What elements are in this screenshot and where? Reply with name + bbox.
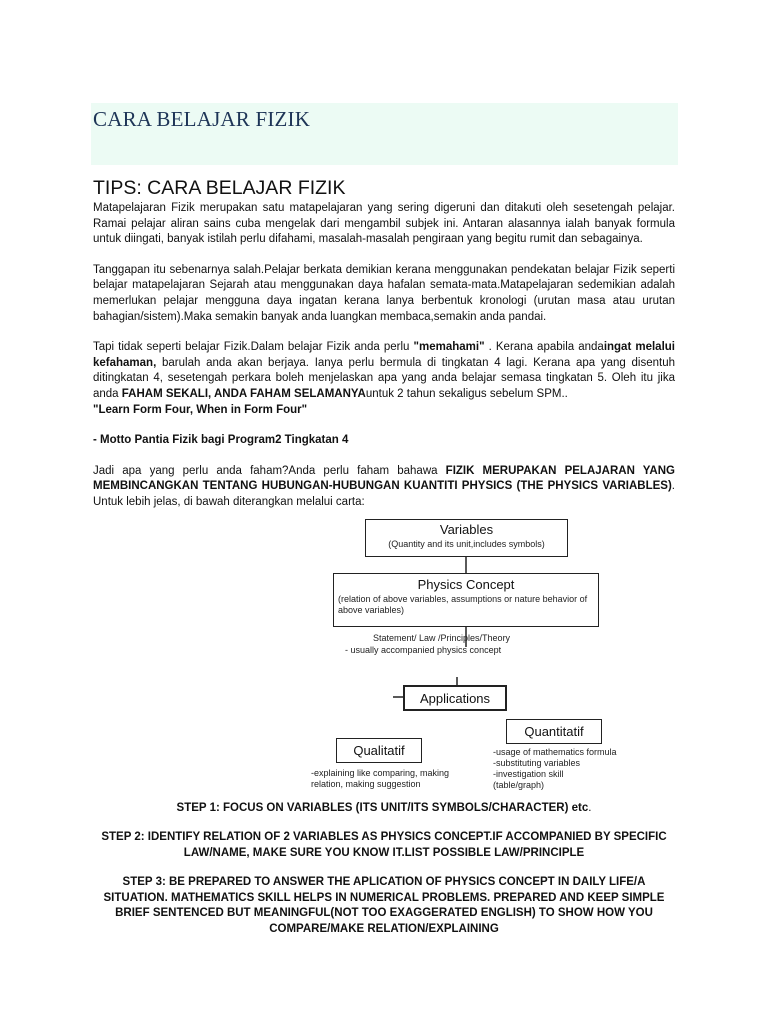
study-steps — [93, 801, 675, 938]
quantitatif-notes-1: -usage of mathematics formula — [493, 746, 617, 757]
paragraph-intro: Matapelajaran Fizik merupakan satu matapelajaran yang sering digeruni dan ditakuti oleh sesetengah pelajar. Ramai pelajar aliran sains cuba mengelak dari mengambil subjek ini. Antaran alasannya ialah banyak formula untuk diingati, banyak istilah perlu difahami, masalah-masalah pengiraan yang begitu rumit dan sebagainya. — [93, 202, 675, 246]
quantitatif-box: Quantitatif — [506, 719, 602, 744]
qualitatif-notes: -explaining like comparing, making relation, making suggestion — [311, 767, 450, 789]
statement-law-label: Statement/ Law /Principles/Theory — [373, 632, 511, 643]
variables-box: Variables (Quantity and its unit,includes symbols) — [365, 519, 568, 557]
title-banner — [91, 103, 678, 165]
applications-box: Applications — [403, 685, 507, 711]
quantitatif-notes-2: -substituting variables — [493, 757, 581, 768]
physics-concept-chart — [93, 519, 675, 799]
emphasis-kefahaman: ingat melalui kefahaman, — [93, 341, 675, 369]
motto-quote: "Learn Form Four, When in Form Four" — [93, 403, 308, 416]
emphasis-memahami: "memahami" — [413, 341, 485, 354]
statement-law-note: - usually accompanied physics concept — [345, 644, 502, 655]
physics-concept-box: Physics Concept (relation of above variables, assumptions or nature behavior of above variables) — [333, 573, 599, 627]
qualitatif-box: Qualitatif — [336, 738, 422, 763]
motto-attribution: - Motto Pantia Fizik bagi Program2 Tingkatan 4 — [93, 434, 349, 447]
quantitatif-notes-3: -investigation skill — [493, 768, 564, 779]
paragraph-misconception: Tanggapan itu sebenarnya salah.Pelajar berkata demikian kerana menggunakan pendekatan belajar Fizik seperti belajar matapelajaran Sejarah atau menggunakan daya hafalan semata-mata.Matapelajaran sedemikian adalah memerlukan pelajar mengguna daya ingatan kerana lanya berbentuk kronologi (urutan masa atau urutan bahagian/sistem).Maka semakin banyak anda luangkan membaca,semakin anda pandai. — [93, 263, 675, 323]
paragraph-chart-intro: Jadi apa yang perlu anda faham?Anda perlu faham bahawa FIZIK MERUPAKAN PELAJARAN YANG MEMBINCANGKAN TENTANG HUBUNGAN-HUBUNGAN KUANTITI PHYSICS (THE PHYSICS VARIABLES). Untuk lebih jelas, di bawah diterangkan melalui carta: — [93, 464, 675, 508]
step-3: STEP 3: BE PREPARED TO ANSWER THE APLICATION OF PHYSICS CONCEPT IN DAILY LIFE/A SITUATION. MATHEMATICS SKILL HELPS IN NUMERICAL PROBLEMS. PREPARED AND KEEP SIMPLE BRIEF SENTENCED BUT MEANINGFUL(NOT TOO EXAGGERATED ENGLISH) TO SHOW HOW YOU COMPARE/MAKE RELATION/EXPLAINING — [103, 876, 665, 936]
step-2: STEP 2: IDENTIFY RELATION OF 2 VARIABLES AS PHYSICS CONCEPT.IF ACCOMPANIED BY SPECIFIC LAW/NAME, MAKE SURE YOU KNOW IT.LIST POSSIBLE LAW/PRINCIPLE — [101, 831, 667, 859]
step-1: STEP 1: FOCUS ON VARIABLES (ITS UNIT/ITS SYMBOLS/CHARACTER) etc. — [176, 801, 592, 814]
emphasis-faham-sekali: FAHAM SEKALI, ANDA FAHAM SELAMANYA — [121, 387, 366, 400]
emphasis-physics-variables: FIZIK MERUPAKAN PELAJARAN YANG MEMBINCANGKAN TENTANG HUBUNGAN-HUBUNGAN KUANTITI PHYSICS (THE PHYSICS VARIABLES) — [93, 464, 675, 493]
quantitatif-notes-4: (table/graph) — [493, 779, 545, 790]
page-title: CARA BELAJAR FIZIK — [93, 107, 311, 131]
article-heading: TIPS: CARA BELAJAR FIZIK — [93, 177, 346, 199]
article-body — [93, 176, 675, 952]
paragraph-understanding: Tapi tidak seperti belajar Fizik.Dalam belajar Fizik anda perlu "memahami" . Kerana apabila andaingat melalui kefahaman, barulah anda akan berjaya. Ianya perlu bermula di tingkatan 4 lagi. Kerana apa yang disentuh ditingkatan 4, sesetengah perkara boleh menjelaskan apa yang anda belajar semasa tingkatan 5. Oleh itu jika anda FAHAM SEKALI, ANDA FAHAM SELAMANYAuntuk 2 tahun sekaligus sebelum SPM.. — [93, 341, 675, 400]
